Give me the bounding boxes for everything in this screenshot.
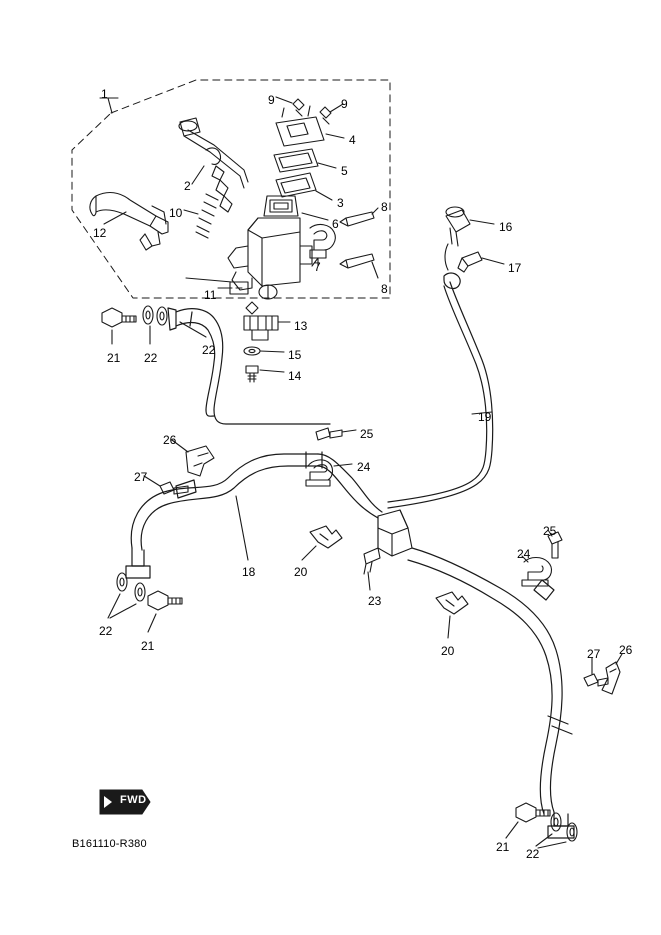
hose-clamp-24-right [522, 558, 551, 587]
leader-11b [186, 278, 232, 282]
callout-15: 15 [288, 348, 302, 362]
leader-15 [260, 351, 284, 352]
callout-27b: 27 [587, 647, 601, 661]
callout-24a: 24 [357, 460, 371, 474]
leader-9a [276, 97, 292, 103]
callout-4: 4 [349, 133, 356, 147]
brake-hose-18 [126, 452, 382, 578]
callout-21c: 21 [496, 840, 510, 854]
callout-9b: 9 [341, 97, 348, 111]
callout-23: 23 [368, 594, 382, 608]
callout-2: 2 [184, 179, 191, 193]
callout-26a: 26 [163, 433, 177, 447]
callout-25b: 25 [543, 524, 557, 538]
callout-21a: 21 [107, 351, 121, 365]
callout-11: 11 [204, 288, 217, 302]
callout-21b: 21 [141, 639, 155, 653]
leader-17 [482, 258, 504, 264]
bolts-8 [340, 212, 374, 268]
clip-17 [458, 252, 482, 272]
leader-22d [536, 834, 552, 846]
washers-22-lower-right [551, 813, 577, 841]
callout-10: 10 [169, 206, 183, 220]
callout-17: 17 [508, 261, 522, 275]
leader-22c [108, 594, 120, 618]
leader-12 [104, 212, 126, 224]
callout-1: 1 [101, 87, 108, 101]
leader-24a [334, 464, 352, 466]
fwd-badge-label: FWD [120, 794, 147, 806]
callout-5: 5 [341, 164, 348, 178]
leader-21b [148, 614, 156, 632]
piston-kit-2 [179, 118, 248, 238]
leader-16 [470, 220, 494, 224]
callout-14: 14 [288, 369, 302, 383]
callout-12: 12 [93, 226, 107, 240]
callout-20a: 20 [294, 565, 308, 579]
bolt-25-upper [316, 428, 342, 440]
callout-24b: 24 [517, 547, 531, 561]
bracket-11 [230, 282, 248, 294]
leader-10 [184, 210, 198, 214]
union-joint-13 [244, 302, 278, 340]
leader-3 [316, 191, 332, 200]
callout-6: 6 [332, 217, 339, 231]
callout-18: 18 [242, 565, 256, 579]
callout-8b: 8 [381, 282, 388, 296]
hose-holder-26-right [602, 662, 620, 694]
callout-22d: 22 [526, 847, 540, 861]
brake-hose-right-lower [408, 548, 574, 838]
callout-9a: 9 [268, 93, 275, 107]
leader-1 [108, 98, 112, 113]
reservoir-cap-assembly [274, 106, 324, 197]
brake-lever-12 [90, 193, 168, 250]
hose-clamp-24-upper [306, 460, 333, 486]
brake-hose-19 [388, 273, 493, 508]
clip-20-left [310, 526, 342, 548]
hose-holder-26-left [186, 446, 214, 476]
leader-4 [326, 134, 344, 138]
leader-20b [448, 616, 450, 638]
callout-8a: 8 [381, 200, 388, 214]
callout-13: 13 [294, 319, 308, 333]
callout-27a: 27 [134, 470, 148, 484]
bolt-14 [246, 366, 258, 382]
fwd-badge [98, 788, 150, 814]
callout-22c: 22 [99, 624, 113, 638]
callout-22b: 22 [202, 343, 216, 357]
washers-22-upper [143, 306, 167, 325]
leader-8b [372, 262, 378, 278]
leader-18 [236, 496, 248, 560]
washers-22-lower-left [117, 573, 145, 601]
leader-2 [192, 166, 204, 184]
leader-8a [372, 208, 378, 214]
leader-21c [506, 822, 518, 838]
callout-20b: 20 [441, 644, 455, 658]
clip-20-right [436, 592, 468, 614]
leader-6 [302, 213, 328, 220]
bolt-27-right [584, 674, 608, 686]
callout-26b: 26 [619, 643, 633, 657]
diagram-part-number: B161110-R380 [72, 838, 147, 850]
part-4-cap [276, 117, 324, 146]
leader-5 [318, 163, 336, 168]
callout-25a: 25 [360, 427, 374, 441]
callout-22a: 22 [144, 351, 158, 365]
banjo-bolt-21-upper [102, 308, 136, 327]
banjo-bolt-21-lower-left [148, 591, 182, 610]
junction-block-23 [364, 510, 412, 574]
leader-25a [342, 430, 356, 432]
leader-22b [180, 322, 206, 337]
callout-16: 16 [499, 220, 513, 234]
callout-7: 7 [314, 260, 321, 274]
banjo-bolt-21-lower-right [516, 803, 550, 822]
screws-9 [293, 99, 331, 124]
master-cylinder-body-6 [228, 196, 312, 299]
leader-23 [368, 572, 370, 590]
leader-22d2 [538, 842, 566, 848]
callout-19: 19 [478, 410, 492, 424]
leader-20a [302, 546, 316, 560]
washers-15 [244, 347, 260, 355]
leader-14 [260, 370, 284, 372]
hose-end-16 [445, 207, 470, 270]
callout-3: 3 [337, 196, 344, 210]
